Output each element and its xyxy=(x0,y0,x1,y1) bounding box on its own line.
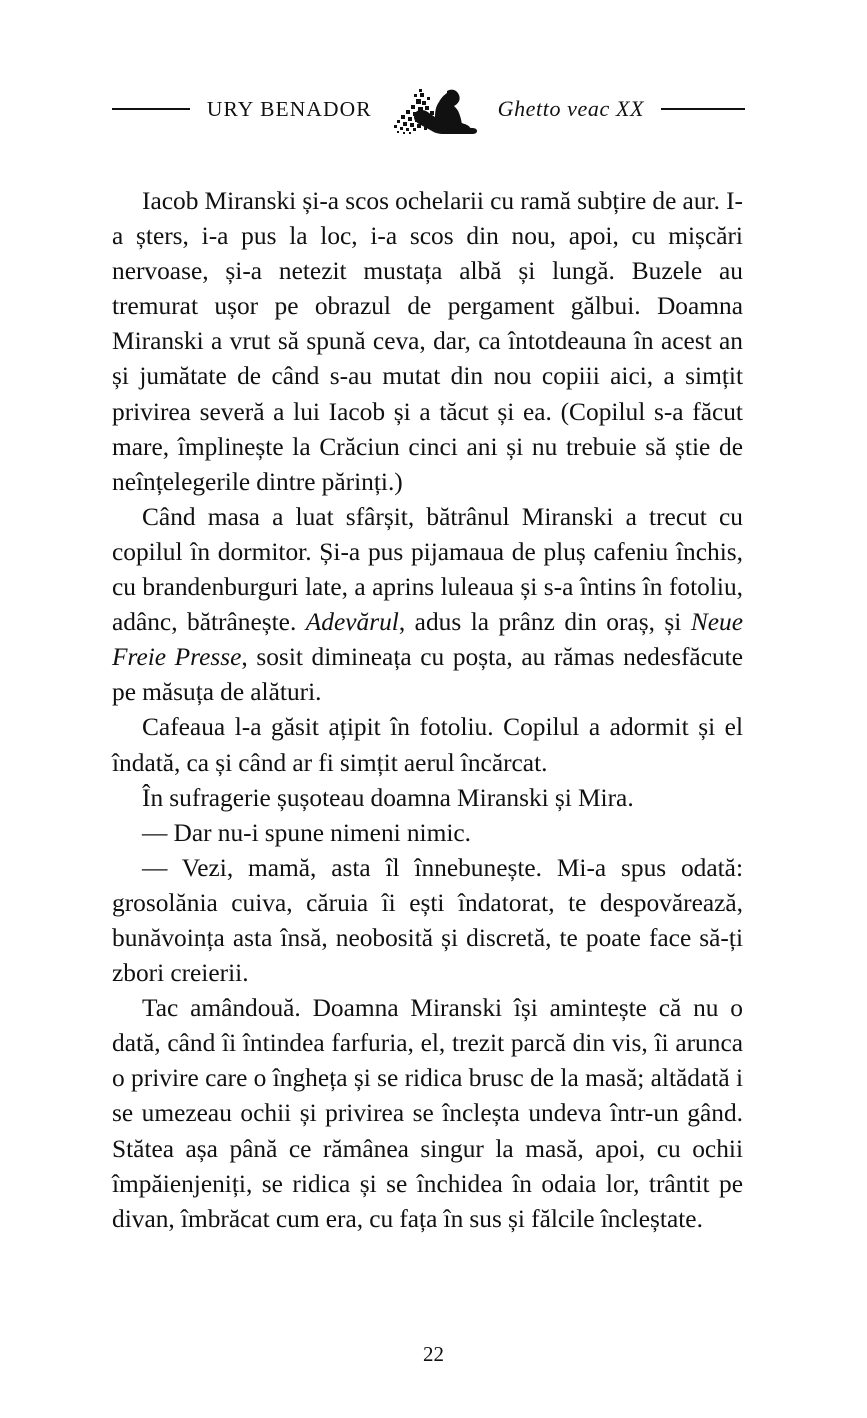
running-header xyxy=(112,86,745,132)
paragraph-2-segment-roman: Când masa a luat sfârșit, bătrânul Miranski a trecut cu copilul în dormitor. Și-a pus pijamaua de pluș cafeniu închis, cu brandenburguri late, a aprins luleaua și s-a întins în fotoliu, adânc, bătrânește. xyxy=(112,502,743,637)
page-number: 22 xyxy=(423,1342,444,1366)
header-author: URY BENADOR xyxy=(206,96,372,121)
newspaper-title-neue-freie-presse: Neue Freie Presse xyxy=(112,608,743,672)
dialogue-line-1: — Dar nu-i spune nimeni nimic. xyxy=(142,818,472,847)
body-text-block xyxy=(112,184,743,1237)
paragraph-2-segment-roman-2: , adus la prânz din oraș, și xyxy=(398,608,691,637)
header-rule-right xyxy=(661,108,745,110)
paragraph-7: Tac amândouă. Doamna Miranski își amintește că nu o dată, când îi întindea farfuria, el, trezit parcă din vis, îi arunca o privire care o îngheța și se ridica brusc de la masă; altădată i se umezeau ochii și privirea se încleșta undeva într-un gând. Stătea așa până ce rămânea singur la masă, apoi, cu ochii împăienjeniți, se ridica și se închidea în odaia lor, trântit pe divan, îmbrăcat cum era, cu fața în sus și fălcile încleștate. xyxy=(112,994,743,1233)
dialogue-line-2: — Vezi, mamă, asta îl înnebunește. Mi-a spus odată: grosolănia cuiva, căruia îi ești îndatorat, te despovărează, bunăvoința asta însă, neobosită și discretă, te poate face să-ți zbori creierii. xyxy=(112,853,743,988)
paragraph-3: Cafeaua l-a găsit ațipit în fotoliu. Copilul a adormit și el îndată, ca și când ar fi simțit aerul încărcat. xyxy=(112,713,743,777)
paragraph-2-segment-roman-3: , sosit dimineața cu poșta, au rămas nedesfăcute pe măsuța de alături. xyxy=(112,643,743,707)
paragraph-1: Iacob Miranski și-a scos ochelarii cu ramă subțire de aur. I-a șters, i-a pus la loc, i-a scos din nou, apoi, cu mișcări nervoase, și-a netezit mustața albă și lungă. Buzele au tremurat ușor pe obrazul de pergament gălbui. Doamna Miranski a vrut să spună ceva, dar, ca întotdeauna în acest an și jumătate de când s-au mutat din nou copiii aici, a simțit privirea severă a lui Iacob și a tăcut și ea. (Copilul s-a făcut mare, împlinește la Crăciun cinci ani și nu trebuie să știe de neînțelegerile dintre părinți.) xyxy=(112,187,743,496)
paragraph-4: În sufragerie șușoteau doamna Miranski și Mira. xyxy=(142,783,634,812)
header-book-title: Ghetto veac XX xyxy=(497,96,645,121)
header-rule-left xyxy=(112,108,190,110)
newspaper-title-adevarul: Adevărul xyxy=(305,608,399,637)
seated-figure-dissolving-ornament-icon xyxy=(389,83,481,135)
paragraph-2 xyxy=(112,500,743,711)
